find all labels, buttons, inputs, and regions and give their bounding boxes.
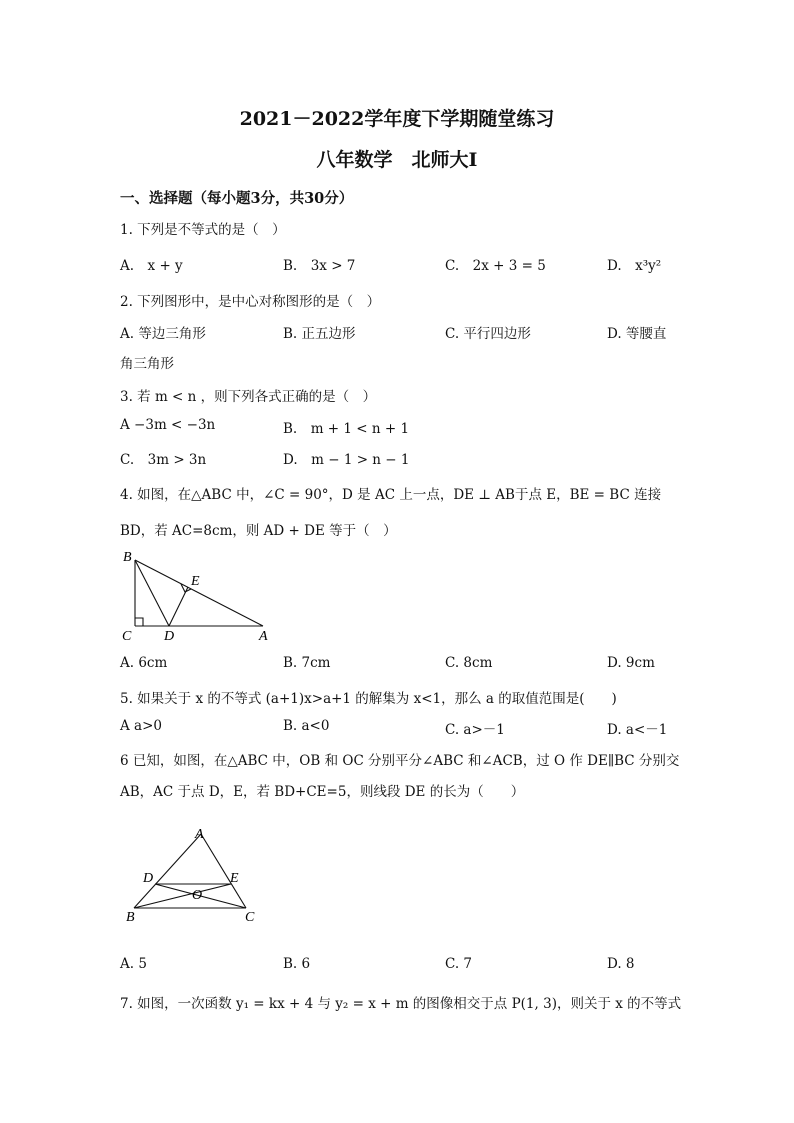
question-1-stem: 1. 下列是不等式的是（ ） — [120, 222, 286, 238]
segment-de — [169, 587, 188, 626]
label-b: B — [126, 910, 135, 925]
question-6-stem-line1: 6 已知，如图，在△ABC 中，OB 和 OC 分别平分∠ABC 和∠ACB，过 O 作 DE∥BC 分别交 — [120, 753, 680, 769]
q1-option-b: B. 3x > 7 — [283, 258, 356, 274]
q6-option-c: C. 7 — [445, 956, 473, 972]
question-2-stem: 2. 下列图形中，是中心对称图形的是（ ） — [120, 294, 381, 310]
q4-option-c: C. 8cm — [445, 655, 493, 671]
q6-option-b: B. 6 — [283, 956, 311, 972]
segment-bd — [135, 560, 169, 626]
q5-option-d: D. a<－1 — [607, 722, 668, 738]
q1-option-a: A. x + y — [120, 258, 183, 274]
section-heading: 一、选择题（每小题3分，共30分） — [120, 190, 354, 207]
label-b: B — [123, 550, 132, 565]
q6-triangle-figure — [118, 822, 268, 927]
label-c: C — [245, 910, 255, 925]
q2-option-b: B. 正五边形 — [283, 326, 356, 342]
q3-option-c: C. 3m > 3n — [120, 452, 207, 468]
question-7-stem: 7. 如图，一次函数 y₁ = kx + 4 与 y₂ = x + m 的图像相交于点 P(1, 3)，则关于 x 的不等式 — [120, 996, 682, 1012]
exam-title: 2021－2022学年度下学期随堂练习 — [239, 108, 555, 130]
label-e: E — [230, 871, 239, 886]
q2-option-a: A. 等边三角形 — [120, 326, 206, 342]
q1-option-d: D. x³y² — [607, 258, 662, 274]
q4-option-b: B. 7cm — [283, 655, 331, 671]
side-ab — [135, 560, 263, 626]
question-4-stem-line2: BD，若 AC=8cm，则 AD + DE 等于（ ） — [120, 523, 397, 539]
segment-be — [134, 884, 231, 908]
exam-subtitle: 八年数学 北师大Ⅰ — [316, 149, 478, 171]
label-d: D — [143, 871, 154, 886]
q3-option-d: D. m − 1 > n − 1 — [283, 452, 410, 468]
q3-option-b: B. m + 1 < n + 1 — [283, 421, 410, 437]
question-4-stem-line1: 4. 如图，在△ABC 中，∠C = 90°，D 是 AC 上一点，DE ⊥ AB于点 E，BE = BC 连接 — [120, 487, 662, 503]
q4-option-d: D. 9cm — [607, 655, 655, 671]
label-a: A — [195, 827, 204, 842]
label-e: E — [191, 574, 200, 589]
label-o: O — [192, 888, 203, 903]
question-3-stem: 3. 若 m < n ，则下列各式正确的是（ ） — [120, 389, 377, 405]
q1-option-c: C. 2x + 3 = 5 — [445, 258, 546, 274]
q4-option-a: A. 6cm — [120, 655, 168, 671]
q6-option-d: D. 8 — [607, 956, 635, 972]
q5-option-c: C. a>－1 — [445, 722, 505, 738]
q2-option-d: D. 等腰直 — [607, 326, 667, 342]
question-5-stem: 5. 如果关于 x 的不等式 (a+1)x>a+1 的解集为 x<1，那么 a 的取值范围是( ) — [120, 691, 617, 707]
q2-option-d-continued: 角三角形 — [120, 356, 174, 372]
right-angle-c — [135, 618, 143, 626]
q3-option-a: A −3m < −3n — [120, 417, 216, 433]
q6-option-a: A. 5 — [120, 956, 147, 972]
label-d: D — [164, 629, 175, 644]
q5-option-a: A a>0 — [120, 718, 162, 734]
label-c: C — [122, 629, 132, 644]
side-ac — [201, 834, 246, 908]
question-6-stem-line2: AB，AC 于点 D，E，若 BD+CE=5，则线段 DE 的长为（ ） — [120, 784, 525, 800]
label-a: A — [259, 629, 268, 644]
q2-option-c: C. 平行四边形 — [445, 326, 531, 342]
q4-triangle-figure — [115, 546, 285, 646]
q5-option-b: B. a<0 — [283, 718, 330, 734]
